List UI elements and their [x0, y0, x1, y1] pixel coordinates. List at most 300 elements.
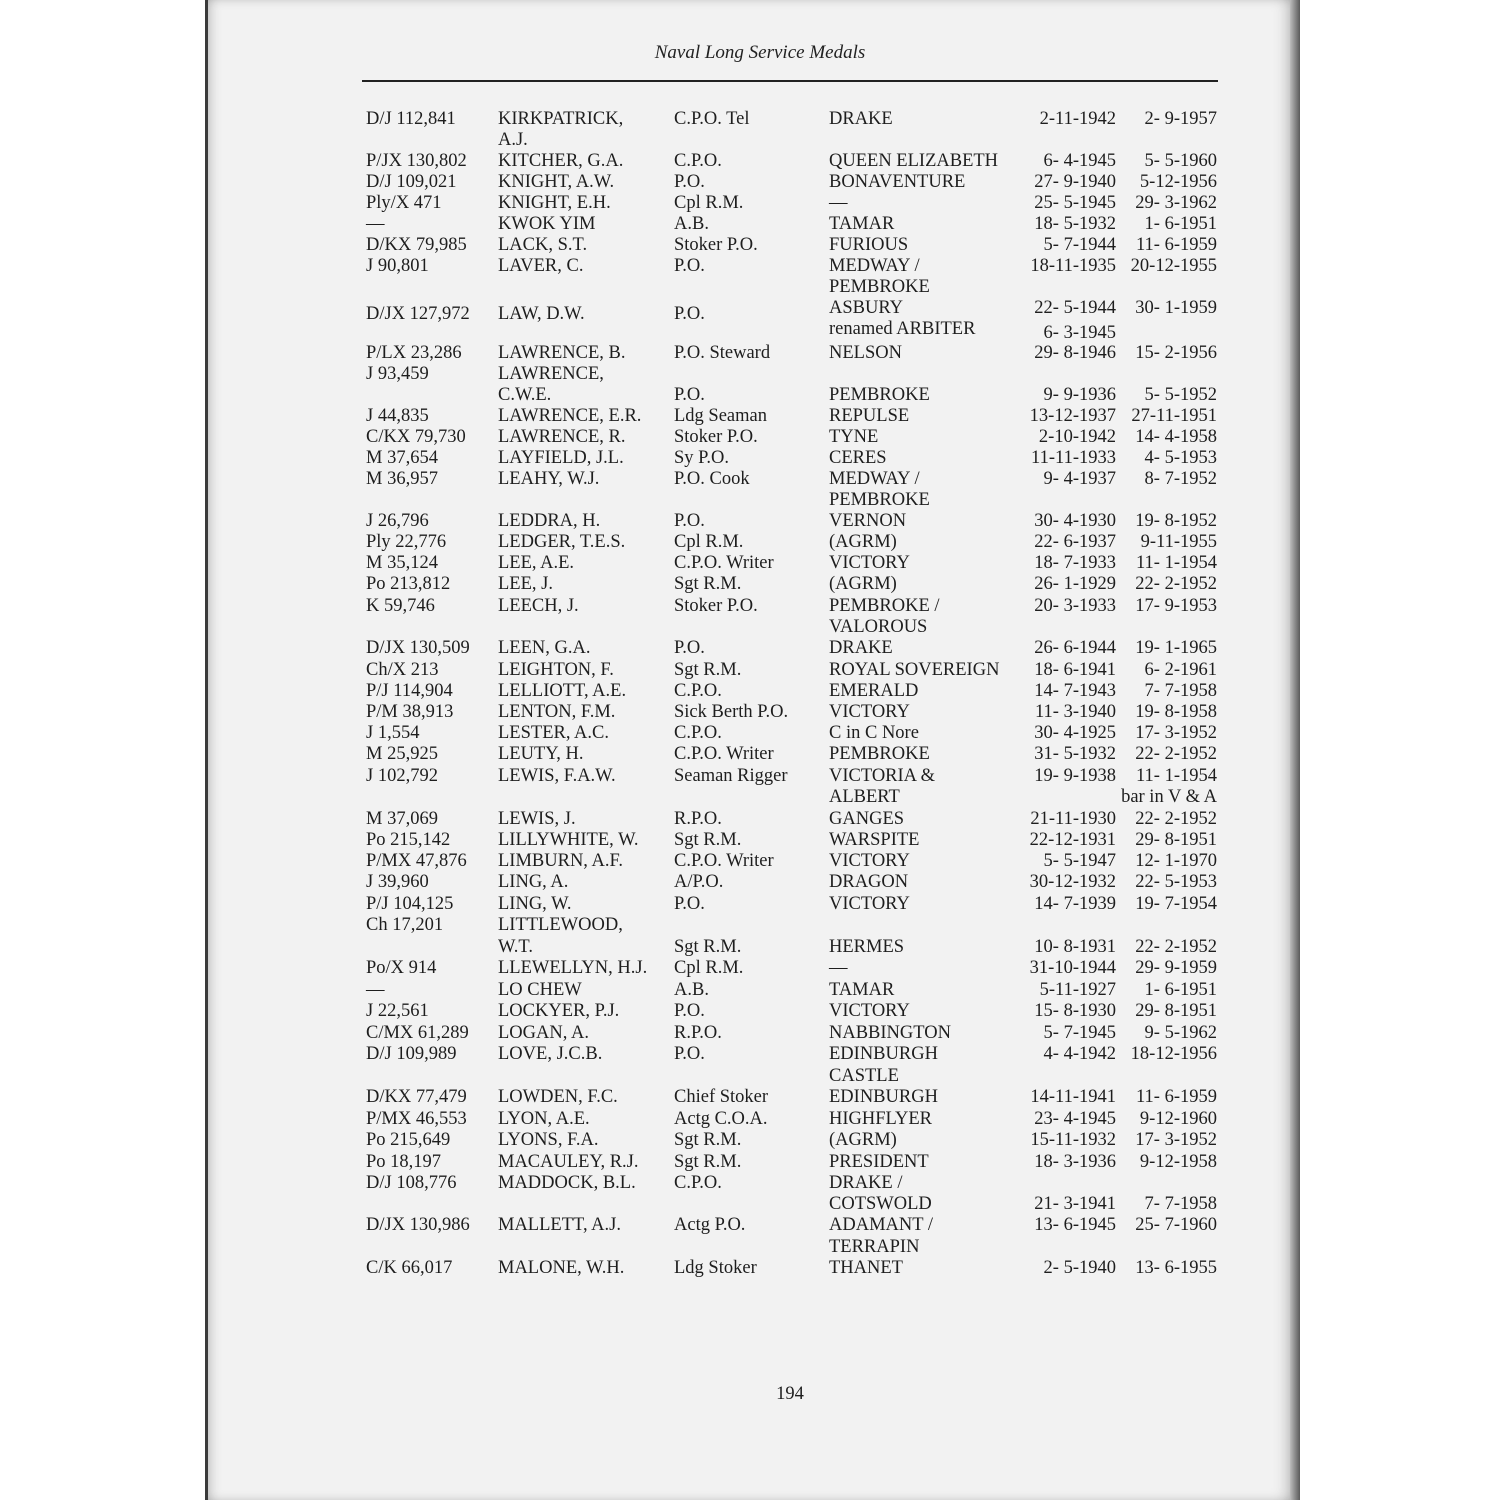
- sailor-name: C.W.E.: [498, 385, 552, 405]
- service-number: J 39,960: [366, 872, 429, 892]
- rank: Sick Berth P.O.: [674, 702, 789, 722]
- rank: C.P.O.: [674, 723, 722, 743]
- service-number: M 36,957: [366, 469, 438, 489]
- ship: MEDWAY /: [829, 256, 920, 276]
- sailor-name: LAWRENCE,: [498, 364, 604, 384]
- service-number: Po/X 914: [366, 958, 437, 978]
- table-row: [0, 850, 1500, 872]
- table-row: [0, 871, 1500, 893]
- ship: VALOROUS: [829, 617, 928, 637]
- sailor-name: LESTER, A.C.: [498, 723, 610, 743]
- sailor-name: LOGAN, A.: [498, 1023, 589, 1043]
- sailor-name: MALLETT, A.J.: [498, 1215, 621, 1235]
- award-date: 17- 3-1952: [1135, 1130, 1217, 1150]
- award-date: 11- 6-1959: [1135, 1087, 1217, 1107]
- table-row: [0, 426, 1500, 448]
- service-number: Ply 22,776: [366, 532, 447, 552]
- page-number: 194: [776, 1384, 804, 1404]
- start-date: 6- 4-1945: [1043, 151, 1116, 171]
- table-row: [0, 384, 1500, 406]
- sailor-name: LEDDRA, H.: [498, 511, 601, 531]
- start-date: 29- 8-1946: [1034, 343, 1116, 363]
- start-date: 10- 8-1931: [1034, 937, 1116, 957]
- rank: P.O.: [674, 304, 705, 324]
- table-row: [0, 1172, 1500, 1194]
- ship: VERNON: [829, 511, 907, 531]
- award-date: bar in V & A: [1121, 787, 1217, 807]
- start-date: 26- 1-1929: [1034, 574, 1116, 594]
- award-date: 25- 7-1960: [1135, 1215, 1217, 1235]
- service-number: D/KX 79,985: [366, 235, 467, 255]
- table-row: [0, 1214, 1500, 1236]
- ship: DRAKE: [829, 638, 893, 658]
- service-number: D/JX 127,972: [366, 304, 470, 324]
- rank: Ldg Stoker: [674, 1258, 757, 1278]
- service-number: —: [366, 980, 385, 1000]
- award-date: 8- 7-1952: [1144, 469, 1217, 489]
- start-date: 5- 5-1947: [1043, 851, 1116, 871]
- award-date: 9-12-1958: [1139, 1152, 1217, 1172]
- start-date: 14-11-1941: [1030, 1087, 1116, 1107]
- award-date: 22- 5-1953: [1135, 872, 1217, 892]
- service-number: C/KX 79,730: [366, 427, 466, 447]
- start-date: 14- 7-1943: [1034, 681, 1116, 701]
- table-row: [0, 893, 1500, 915]
- ship: HIGHFLYER: [829, 1109, 932, 1129]
- service-number: D/JX 130,986: [366, 1215, 470, 1235]
- start-date: 11-11-1933: [1031, 448, 1116, 468]
- rank: A/P.O.: [674, 872, 724, 892]
- ship: PEMBROKE: [829, 385, 930, 405]
- service-number: Po 215,649: [366, 1130, 451, 1150]
- table-row: [0, 1022, 1500, 1044]
- award-date: 9-11-1955: [1140, 532, 1217, 552]
- sailor-name: KWOK YIM: [498, 214, 596, 234]
- rank: P.O.: [674, 1001, 705, 1021]
- rank: C.P.O. Writer: [674, 553, 774, 573]
- service-number: J 26,796: [366, 511, 429, 531]
- start-date: 18- 7-1933: [1034, 553, 1116, 573]
- ship: GANGES: [829, 809, 905, 829]
- service-number: Po 215,142: [366, 830, 451, 850]
- award-date: 27-11-1951: [1131, 406, 1217, 426]
- table-row: [0, 1129, 1500, 1151]
- sailor-name: LOCKYER, P.J.: [498, 1001, 620, 1021]
- start-date: 13-12-1937: [1029, 406, 1116, 426]
- sailor-name: LEEN, G.A.: [498, 638, 591, 658]
- start-date: 15-11-1932: [1030, 1130, 1116, 1150]
- rank: C.P.O.: [674, 1173, 722, 1193]
- rank: Sgt R.M.: [674, 937, 742, 957]
- ship: EMERALD: [829, 681, 919, 701]
- sailor-name: LOWDEN, F.C.: [498, 1087, 618, 1107]
- service-number: —: [366, 214, 385, 234]
- table-row: [0, 468, 1500, 490]
- ship: ADAMANT /: [829, 1215, 933, 1235]
- award-date: 7- 7-1958: [1144, 1194, 1217, 1214]
- ship: CERES: [829, 448, 887, 468]
- ship: —: [829, 193, 848, 213]
- award-date: 1- 6-1951: [1144, 214, 1217, 234]
- rank: P.O.: [674, 172, 705, 192]
- service-number: M 35,124: [366, 553, 438, 573]
- ship: WARSPITE: [829, 830, 920, 850]
- award-date: 11- 6-1959: [1135, 235, 1217, 255]
- award-date: 7- 7-1958: [1144, 681, 1217, 701]
- rank: Sgt R.M.: [674, 574, 742, 594]
- sailor-name: LAYFIELD, J.L.: [498, 448, 624, 468]
- service-number: P/JX 130,802: [366, 151, 467, 171]
- table-row: [0, 510, 1500, 532]
- sailor-name: LEUTY, H.: [498, 744, 584, 764]
- ship: C in C Nore: [829, 723, 919, 743]
- ship: VICTORIA &: [829, 766, 936, 786]
- table-row: [0, 701, 1500, 723]
- running-head: Naval Long Service Medals: [654, 42, 866, 63]
- table-row: [0, 531, 1500, 553]
- service-number: D/J 112,841: [366, 109, 456, 129]
- award-date: 22- 2-1952: [1135, 744, 1217, 764]
- award-date: 9-12-1960: [1139, 1109, 1217, 1129]
- sailor-name: LEAHY, W.J.: [498, 469, 600, 489]
- ship: ALBERT: [829, 787, 900, 807]
- start-date: 6- 3-1945: [1043, 323, 1116, 343]
- service-number: P/LX 23,286: [366, 343, 462, 363]
- start-date: 5-11-1927: [1039, 980, 1116, 1000]
- award-date: 11- 1-1954: [1135, 766, 1217, 786]
- award-date: 6- 2-1961: [1144, 660, 1217, 680]
- service-number: Ply/X 471: [366, 193, 442, 213]
- sailor-name: LEE, A.E.: [498, 553, 575, 573]
- ship: PEMBROKE: [829, 744, 930, 764]
- award-date: 5- 5-1952: [1144, 385, 1217, 405]
- start-date: 9- 4-1937: [1043, 469, 1116, 489]
- sailor-name: LEWIS, F.A.W.: [498, 766, 616, 786]
- service-number: P/J 114,904: [366, 681, 453, 701]
- service-number: D/J 109,021: [366, 172, 457, 192]
- sailor-name: W.T.: [498, 937, 533, 957]
- ship: DRAGON: [829, 872, 909, 892]
- table-row: [0, 1257, 1500, 1279]
- start-date: 22-12-1931: [1029, 830, 1116, 850]
- table-row: [0, 808, 1500, 830]
- ship: PRESIDENT: [829, 1152, 929, 1172]
- start-date: 15- 8-1930: [1034, 1001, 1116, 1021]
- service-number: Ch/X 213: [366, 660, 439, 680]
- service-number: J 22,561: [366, 1001, 429, 1021]
- ship: VICTORY: [829, 702, 910, 722]
- rank: Chief Stoker: [674, 1087, 769, 1107]
- service-number: J 93,459: [366, 364, 429, 384]
- table-row: [0, 552, 1500, 574]
- ship: ASBURY: [829, 298, 904, 318]
- table-row: [0, 322, 1500, 344]
- rank: Sgt R.M.: [674, 830, 742, 850]
- service-number: D/JX 130,509: [366, 638, 470, 658]
- table-row: [0, 595, 1500, 617]
- rank: A.B.: [674, 214, 709, 234]
- start-date: 18- 5-1932: [1034, 214, 1116, 234]
- service-number: Po 18,197: [366, 1152, 442, 1172]
- rank: R.P.O.: [674, 1023, 722, 1043]
- ship: (AGRM): [829, 574, 897, 594]
- sailor-name: LLEWELLYN, H.J.: [498, 958, 648, 978]
- award-date: 4- 5-1953: [1144, 448, 1217, 468]
- table-row: [0, 1151, 1500, 1173]
- sailor-name: LAVER, C.: [498, 256, 584, 276]
- table-row: [0, 765, 1500, 787]
- award-date: 20-12-1955: [1130, 256, 1217, 276]
- sailor-name: LEE, J.: [498, 574, 553, 594]
- table-row: [0, 979, 1500, 1001]
- ship: PEMBROKE: [829, 277, 930, 297]
- service-number: P/MX 47,876: [366, 851, 467, 871]
- table-row: [0, 255, 1500, 277]
- start-date: 22- 5-1944: [1034, 298, 1116, 318]
- award-date: 29- 8-1951: [1135, 830, 1217, 850]
- ship: THANET: [829, 1258, 903, 1278]
- award-date: 19- 8-1958: [1135, 702, 1217, 722]
- table-row: [0, 659, 1500, 681]
- service-number: D/J 108,776: [366, 1173, 457, 1193]
- start-date: 5- 7-1944: [1043, 235, 1116, 255]
- ship: VICTORY: [829, 851, 910, 871]
- start-date: 2-10-1942: [1038, 427, 1116, 447]
- award-date: 14- 4-1958: [1135, 427, 1217, 447]
- start-date: 20- 3-1933: [1034, 596, 1116, 616]
- ship: DRAKE: [829, 109, 893, 129]
- rank: P.O.: [674, 256, 705, 276]
- sailor-name: MACAULEY, R.J.: [498, 1152, 639, 1172]
- award-date: 19- 8-1952: [1135, 511, 1217, 531]
- award-date: 13- 6-1955: [1135, 1258, 1217, 1278]
- ship: PEMBROKE /: [829, 596, 940, 616]
- rank: Sgt R.M.: [674, 1130, 742, 1150]
- ship: HERMES: [829, 937, 905, 957]
- ship: BONAVENTURE: [829, 172, 966, 192]
- table-row: [0, 1000, 1500, 1022]
- rank: Stoker P.O.: [674, 427, 758, 447]
- start-date: 25- 5-1945: [1034, 193, 1116, 213]
- rank: P.O. Steward: [674, 343, 771, 363]
- table-row: [0, 171, 1500, 193]
- start-date: 30-12-1932: [1029, 872, 1116, 892]
- table-row: [0, 786, 1500, 808]
- award-date: 19- 7-1954: [1135, 894, 1217, 914]
- award-date: 22- 2-1952: [1135, 937, 1217, 957]
- ship: DRAKE /: [829, 1173, 903, 1193]
- sailor-name: MADDOCK, B.L.: [498, 1173, 636, 1193]
- ship: PEMBROKE: [829, 490, 930, 510]
- start-date: 18- 3-1936: [1034, 1152, 1116, 1172]
- ship: renamed ARBITER: [829, 319, 976, 339]
- rank: Sgt R.M.: [674, 660, 742, 680]
- sailor-name: LACK, S.T.: [498, 235, 588, 255]
- award-date: 1- 6-1951: [1144, 980, 1217, 1000]
- ship: ROYAL SOVEREIGN: [829, 660, 1000, 680]
- sailor-name: LELLIOTT, A.E.: [498, 681, 627, 701]
- rank: Stoker P.O.: [674, 235, 758, 255]
- start-date: 21- 3-1941: [1034, 1194, 1116, 1214]
- start-date: 13- 6-1945: [1034, 1215, 1116, 1235]
- table-row: [0, 1108, 1500, 1130]
- sailor-name: LENTON, F.M.: [498, 702, 616, 722]
- table-row: [0, 1065, 1500, 1087]
- ship: NABBINGTON: [829, 1023, 951, 1043]
- ship: NELSON: [829, 343, 902, 363]
- service-number: P/J 104,125: [366, 894, 454, 914]
- table-row: [0, 743, 1500, 765]
- start-date: 30- 4-1930: [1034, 511, 1116, 531]
- table-row: [0, 616, 1500, 638]
- table-row: [0, 363, 1500, 385]
- rank: Actg P.O.: [674, 1215, 746, 1235]
- rank: R.P.O.: [674, 809, 722, 829]
- start-date: 30- 4-1925: [1034, 723, 1116, 743]
- service-number: M 37,654: [366, 448, 438, 468]
- start-date: 23- 4-1945: [1034, 1109, 1116, 1129]
- sailor-name: KNIGHT, A.W.: [498, 172, 615, 192]
- table-row: [0, 234, 1500, 256]
- award-date: 15- 2-1956: [1135, 343, 1217, 363]
- start-date: 14- 7-1939: [1034, 894, 1116, 914]
- rank: Stoker P.O.: [674, 596, 758, 616]
- ship: TYNE: [829, 427, 879, 447]
- rank: C.P.O.: [674, 151, 722, 171]
- award-date: 19- 1-1965: [1135, 638, 1217, 658]
- service-number: M 25,925: [366, 744, 438, 764]
- sailor-name: LO CHEW: [498, 980, 582, 1000]
- start-date: 26- 6-1944: [1034, 638, 1116, 658]
- rank: Cpl R.M.: [674, 532, 744, 552]
- table-row: [0, 1193, 1500, 1215]
- award-date: 17- 9-1953: [1135, 596, 1217, 616]
- table-row: [0, 108, 1500, 130]
- award-date: 29- 9-1959: [1135, 958, 1217, 978]
- sailor-name: LAWRENCE, E.R.: [498, 406, 642, 426]
- rank: Ldg Seaman: [674, 406, 767, 426]
- ship: VICTORY: [829, 1001, 910, 1021]
- ship: TAMAR: [829, 214, 895, 234]
- table-row: [0, 213, 1500, 235]
- sailor-name: LEWIS, J.: [498, 809, 576, 829]
- sailor-name: LEIGHTON, F.: [498, 660, 614, 680]
- service-number: K 59,746: [366, 596, 435, 616]
- ship: TERRAPIN: [829, 1237, 920, 1257]
- ship: VICTORY: [829, 553, 910, 573]
- sailor-name: LING, A.: [498, 872, 569, 892]
- start-date: 2-11-1942: [1039, 109, 1116, 129]
- table-row: [0, 1043, 1500, 1065]
- table-row: [0, 192, 1500, 214]
- sailor-name: KITCHER, G.A.: [498, 151, 624, 171]
- award-date: 9- 5-1962: [1144, 1023, 1217, 1043]
- award-date: 29- 8-1951: [1135, 1001, 1217, 1021]
- sailor-name: LYONS, F.A.: [498, 1130, 599, 1150]
- service-number: M 37,069: [366, 809, 438, 829]
- rank: P.O.: [674, 894, 705, 914]
- award-date: 12- 1-1970: [1135, 851, 1217, 871]
- service-number: C/MX 61,289: [366, 1023, 469, 1043]
- award-date: 5- 5-1960: [1144, 151, 1217, 171]
- sailor-name: LEECH, J.: [498, 596, 579, 616]
- ship: (AGRM): [829, 1130, 897, 1150]
- ship: EDINBURGH: [829, 1087, 938, 1107]
- ship: COTSWOLD: [829, 1194, 932, 1214]
- rank: P.O.: [674, 638, 705, 658]
- sailor-name: LAWRENCE, B.: [498, 343, 626, 363]
- start-date: 31-10-1944: [1029, 958, 1116, 978]
- ship: QUEEN ELIZABETH: [829, 151, 999, 171]
- rank: C.P.O.: [674, 681, 722, 701]
- table-row: [0, 722, 1500, 744]
- award-date: 18-12-1956: [1130, 1044, 1217, 1064]
- rank: Sgt R.M.: [674, 1152, 742, 1172]
- service-number: J 44,835: [366, 406, 429, 426]
- sailor-name: LEDGER, T.E.S.: [498, 532, 626, 552]
- ship: REPULSE: [829, 406, 910, 426]
- table-row: [0, 829, 1500, 851]
- rank: C.P.O. Writer: [674, 744, 774, 764]
- table-row: [0, 276, 1500, 298]
- sailor-name: LYON, A.E.: [498, 1109, 590, 1129]
- start-date: 22- 6-1937: [1034, 532, 1116, 552]
- award-date: 29- 3-1962: [1135, 193, 1217, 213]
- rank: Actg C.O.A.: [674, 1109, 768, 1129]
- service-number: J 90,801: [366, 256, 429, 276]
- start-date: 27- 9-1940: [1034, 172, 1116, 192]
- table-row: [0, 914, 1500, 936]
- table-row: [0, 150, 1500, 172]
- rank: P.O.: [674, 511, 705, 531]
- rank: C.P.O. Tel: [674, 109, 750, 129]
- ship: MEDWAY /: [829, 469, 920, 489]
- start-date: 19- 9-1938: [1034, 766, 1116, 786]
- rank: P.O.: [674, 385, 705, 405]
- rank: Cpl R.M.: [674, 958, 744, 978]
- table-row: [0, 447, 1500, 469]
- service-number: J 102,792: [366, 766, 438, 786]
- rank: Seaman Rigger: [674, 766, 788, 786]
- award-date: 30- 1-1959: [1135, 298, 1217, 318]
- rank: A.B.: [674, 980, 709, 1000]
- table-row: [0, 573, 1500, 595]
- sailor-name: KNIGHT, E.H.: [498, 193, 611, 213]
- sailor-name: MALONE, W.H.: [498, 1258, 625, 1278]
- start-date: 31- 5-1932: [1034, 744, 1116, 764]
- sailor-name: LAW, D.W.: [498, 304, 585, 324]
- table-row: [0, 129, 1500, 151]
- start-date: 5- 7-1945: [1043, 1023, 1116, 1043]
- sailor-name: LING, W.: [498, 894, 572, 914]
- start-date: 18-11-1935: [1030, 256, 1116, 276]
- award-date: 17- 3-1952: [1135, 723, 1217, 743]
- award-date: 22- 2-1952: [1135, 574, 1217, 594]
- rank: P.O. Cook: [674, 469, 750, 489]
- service-number: P/MX 46,553: [366, 1109, 467, 1129]
- table-row: [0, 1086, 1500, 1108]
- sailor-name: A.J.: [498, 130, 528, 150]
- service-number: D/J 109,989: [366, 1044, 457, 1064]
- service-number: Po 213,812: [366, 574, 451, 594]
- table-row: [0, 957, 1500, 979]
- service-number: C/K 66,017: [366, 1258, 453, 1278]
- table-row: [0, 680, 1500, 702]
- service-number: J 1,554: [366, 723, 420, 743]
- start-date: 18- 6-1941: [1034, 660, 1116, 680]
- ship: CASTLE: [829, 1066, 899, 1086]
- table-row: [0, 489, 1500, 511]
